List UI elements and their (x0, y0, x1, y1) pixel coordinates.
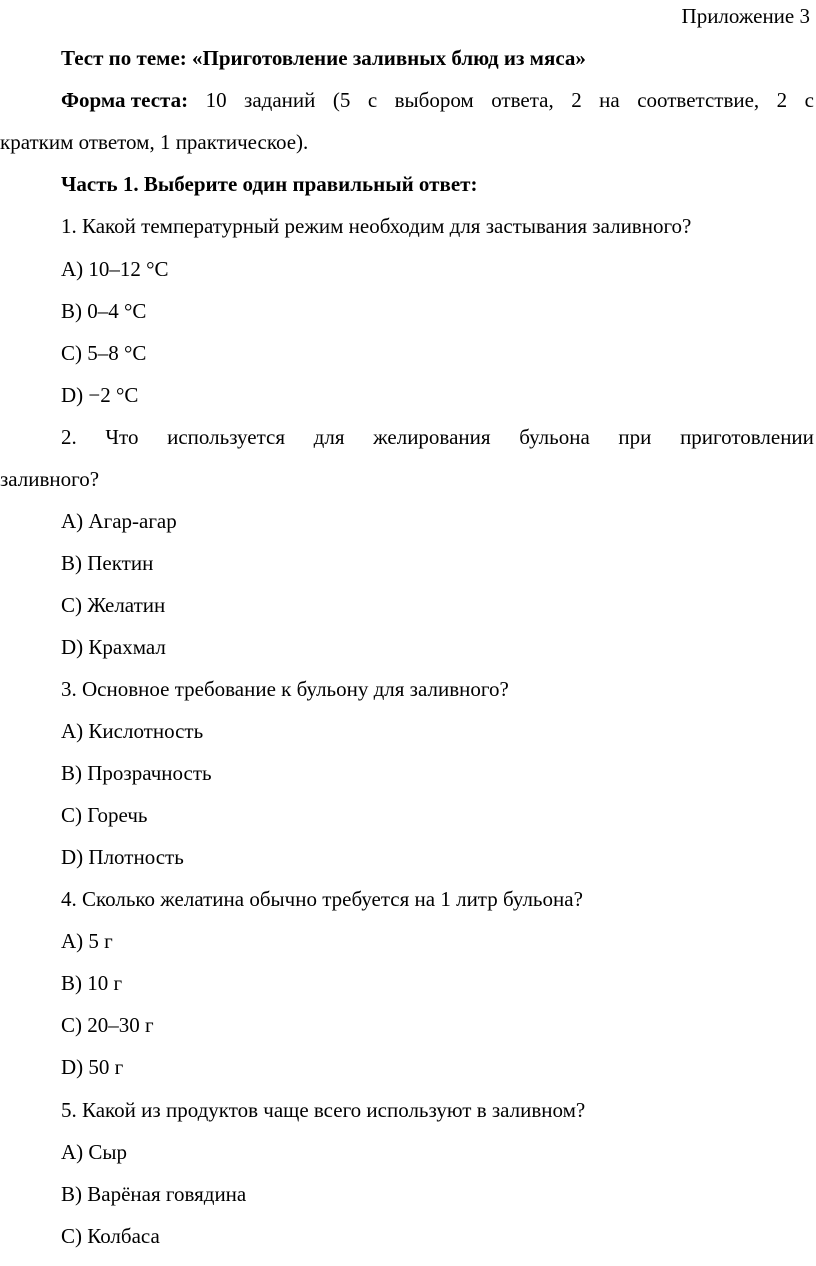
form-word: (5 (332, 88, 351, 112)
question-1-option-b: B) 0–4 °C (61, 299, 147, 323)
question-word: Что (105, 425, 139, 449)
appendix-label: Приложение 3 (681, 4, 810, 28)
form-word: с (804, 88, 814, 112)
form-word: заданий (244, 88, 316, 112)
question-2-option-d: D) Крахмал (61, 635, 166, 659)
question-word: желирования (373, 425, 491, 449)
form-description-line2: кратким ответом, 1 практическое). (0, 130, 309, 154)
question-5-option-b: B) Варёная говядина (61, 1182, 247, 1206)
form-word: соответствие, (637, 88, 760, 112)
question-2-option-c: C) Желатин (61, 593, 166, 617)
question-5-option-a: A) Сыр (61, 1140, 128, 1164)
question-4-text: 4. Сколько желатина обычно требуется на 1 литр бульона? (61, 887, 583, 911)
question-word: для (313, 425, 345, 449)
form-word: с (367, 88, 378, 112)
question-2-option-b: B) Пектин (61, 551, 154, 575)
question-word: бульона (519, 425, 590, 449)
question-5-text: 5. Какой из продуктов чаще всего используют в заливном? (61, 1098, 586, 1122)
form-description-line1 (61, 87, 814, 113)
question-5-option-c: C) Колбаса (61, 1224, 160, 1248)
form-label: Форма теста: (61, 88, 189, 112)
question-2-text-line2: заливного? (0, 467, 100, 491)
question-4-option-b: B) 10 г (61, 971, 123, 995)
form-word: 2 (571, 88, 582, 112)
question-3-option-c: C) Горечь (61, 803, 148, 827)
question-3-option-d: D) Плотность (61, 845, 184, 869)
question-3-text: 3. Основное требование к бульону для заливного? (61, 677, 509, 701)
question-4-option-a: A) 5 г (61, 929, 113, 953)
question-4-option-c: C) 20–30 г (61, 1013, 154, 1037)
question-1-text: 1. Какой температурный режим необходим для застывания заливного? (61, 214, 692, 238)
question-word: при (618, 425, 652, 449)
form-word: ответа, (491, 88, 554, 112)
question-3-option-a: A) Кислотность (61, 719, 204, 743)
form-word: 2 (776, 88, 788, 112)
question-word: 2. (61, 425, 77, 449)
question-4-option-d: D) 50 г (61, 1055, 124, 1079)
question-1-option-d: D) −2 °C (61, 383, 139, 407)
form-word: выбором (394, 88, 474, 112)
part1-heading: Часть 1. Выберите один правильный ответ: (61, 172, 478, 196)
question-1-option-a: A) 10–12 °C (61, 257, 169, 281)
question-word: приготовлении (680, 425, 814, 449)
question-2-text-line1 (61, 424, 814, 450)
question-3-option-b: B) Прозрачность (61, 761, 212, 785)
question-word: используется (167, 425, 286, 449)
form-word: 10 (205, 88, 227, 112)
question-2-option-a: A) Агар-агар (61, 509, 177, 533)
test-title: Тест по теме: «Приготовление заливных блюд из мяса» (61, 46, 586, 70)
question-1-option-c: C) 5–8 °C (61, 341, 147, 365)
form-word: на (599, 88, 620, 112)
